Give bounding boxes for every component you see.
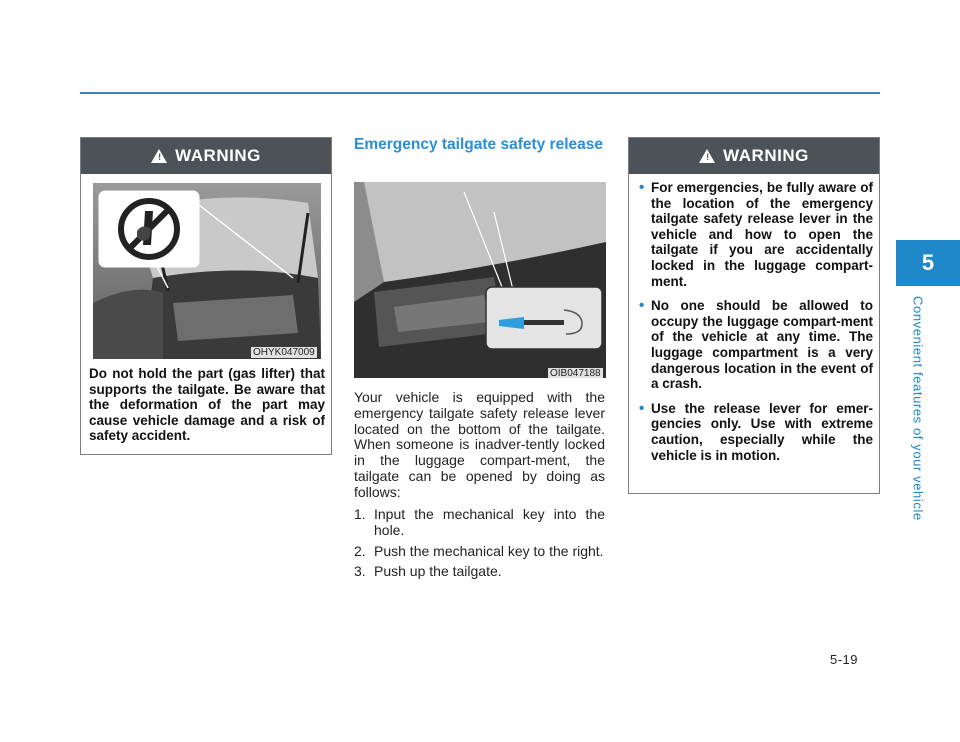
section-title: Emergency tailgate safety release [354, 136, 603, 153]
warning-bullet: • No one should be allowed to occupy the luggage compart-ment of the vehicle at any time. The luggage compartment is a very dangerous location in the event of a crash. [637, 298, 873, 392]
step-item: 1. Input the mechanical key into the hole. [354, 506, 605, 538]
open-tailgate-illustration [93, 183, 321, 359]
step-item: 2. Push the mechanical key to the right. [354, 542, 604, 559]
warning-heading: WARNING [175, 146, 261, 165]
chapter-number-tab: 5 [896, 240, 960, 286]
body-paragraph: Your vehicle is equipped with the emergency tailgate safety release lever located on the bottom of the tailgate. When someone is inadver-tently locked in the luggage compart-ment, the tailgate can be opened by doing as follows: [354, 389, 605, 500]
release-lever-illustration [354, 182, 606, 378]
warning-header [629, 138, 879, 174]
warning-bullet: • For emergencies, be fully aware of the location of the emergency tailgate safety release lever in the vehicle and how to open the tailgate if you are accidentally locked in the luggage compart-ment. [637, 180, 873, 289]
warning-header [81, 138, 331, 174]
warning-bullet-list [637, 180, 873, 472]
warning-box-gas-lifter [80, 137, 332, 455]
image-code: OIB047188 [550, 368, 601, 379]
chapter-title-vertical [860, 296, 960, 526]
step-item: 3. Push up the tailgate. [354, 563, 502, 580]
image-code: OHYK047009 [253, 347, 315, 358]
chapter-title: Convenient features of your vehicle [910, 296, 926, 521]
release-steps-list [354, 507, 605, 585]
warning-text: Do not hold the part (gas lifter) that supports the tailgate. Be aware that the deformation of the part may cause vehicle damage and a risk of safety accident. [89, 366, 325, 444]
warning-box-emergency [628, 137, 880, 494]
page-number: 5-19 [830, 652, 859, 667]
warning-bullet: • Use the release lever for emer-gencies only. Use with extreme caution, especially while the vehicle is in motion. [637, 401, 873, 463]
gas-lifter-photo [93, 183, 321, 359]
tailgate-release-photo [354, 182, 606, 378]
header-rule [80, 92, 880, 94]
warning-icon: ! [151, 149, 167, 163]
warning-icon: ! [699, 149, 715, 163]
warning-heading: WARNING [723, 146, 809, 165]
